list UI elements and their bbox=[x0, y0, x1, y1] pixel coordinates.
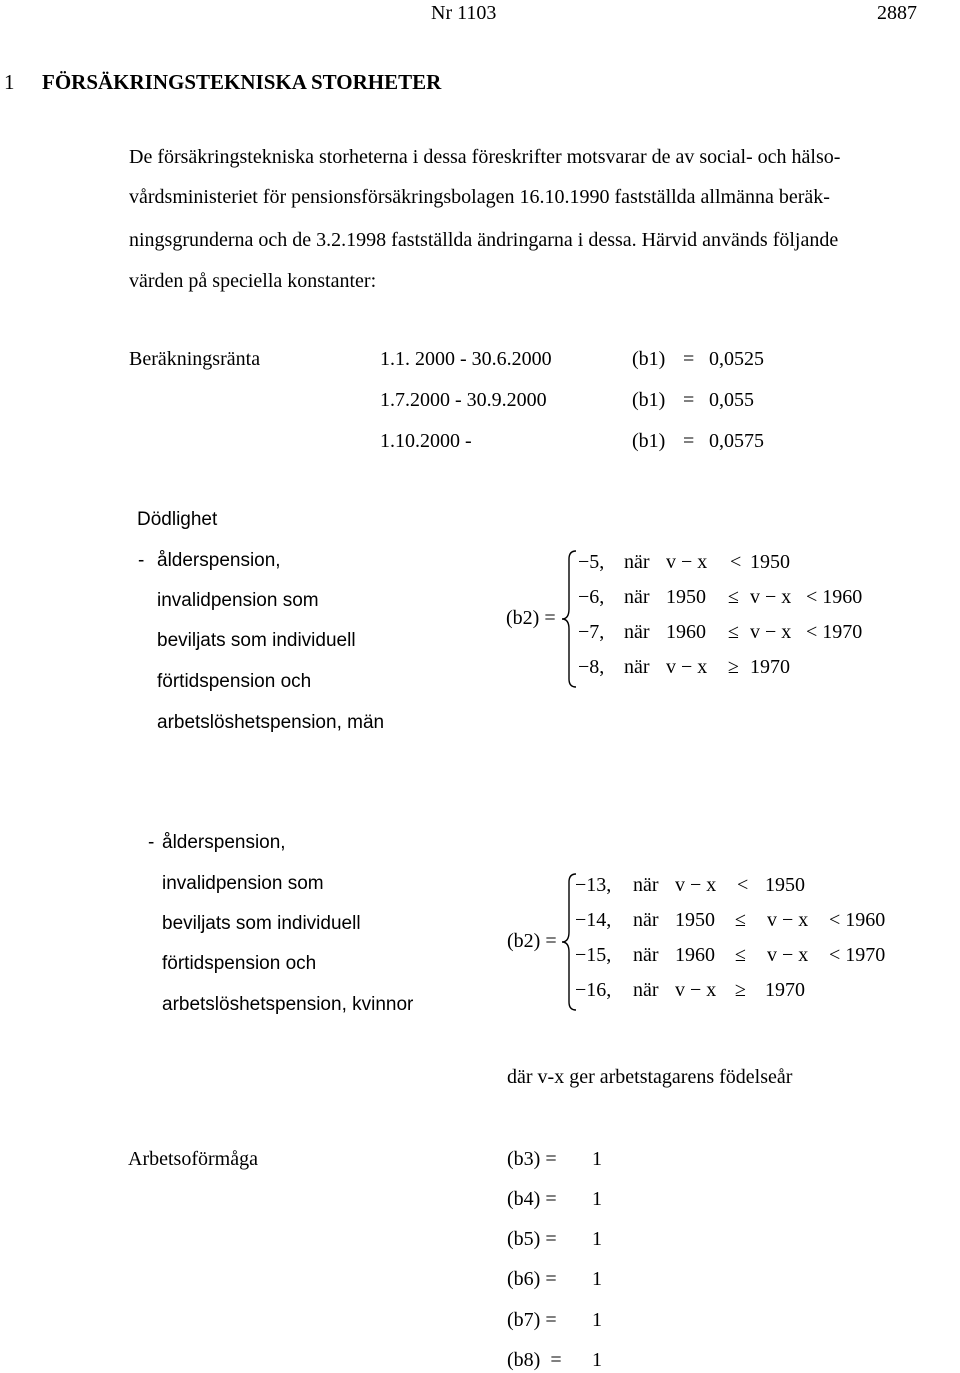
men-case-row: −6, när 1950 ≤ v − x < 1960 bbox=[578, 586, 863, 608]
interest-period: 1.1. 2000 - 30.6.2000 bbox=[380, 348, 552, 370]
work-capacity-symbol: (b8) = bbox=[507, 1349, 562, 1371]
interest-value: 0,055 bbox=[709, 389, 754, 411]
interest-value: 0,0575 bbox=[709, 430, 764, 452]
interest-period: 1.7.2000 - 30.9.2000 bbox=[380, 389, 547, 411]
intro-line-3: ningsgrunderna och de 3.2.1998 fastställda ändringarna i dessa. Härvid används följande bbox=[129, 229, 839, 251]
page-number: 2887 bbox=[877, 2, 917, 24]
work-capacity-symbol: (b5) = bbox=[507, 1228, 557, 1250]
women-case-row: −13, när v − x < 1950 bbox=[575, 874, 805, 896]
document-number: Nr 1103 bbox=[431, 2, 497, 24]
women-label-line: arbetslöshetspension, kvinnor bbox=[162, 994, 414, 1015]
men-label-line: beviljats som individuell bbox=[157, 630, 356, 651]
work-capacity-value: 1 bbox=[592, 1268, 602, 1290]
work-capacity-value: 1 bbox=[592, 1309, 602, 1331]
intro-line-4: värden på speciella konstanter: bbox=[129, 270, 377, 292]
mortality-heading: Dödlighet bbox=[137, 509, 218, 530]
women-label-line: beviljats som individuell bbox=[162, 913, 361, 934]
interest-eq: = bbox=[683, 430, 695, 452]
work-capacity-symbol: (b3) = bbox=[507, 1148, 557, 1170]
interest-symbol: (b1) bbox=[632, 430, 666, 452]
men-formula-lhs: (b2) = bbox=[506, 607, 556, 629]
work-capacity-value: 1 bbox=[592, 1228, 602, 1250]
women-case-row: −15, när 1960 ≤ v − x < 1970 bbox=[575, 944, 886, 966]
women-case-row: −16, när v − x ≥ 1970 bbox=[575, 979, 805, 1001]
work-capacity-symbol: (b4) = bbox=[507, 1188, 557, 1210]
men-case-row: −5, när v − x < 1950 bbox=[578, 551, 790, 573]
men-case-row: −8, när v − x ≥ 1970 bbox=[578, 656, 790, 678]
women-label-line: ålderspension, bbox=[162, 832, 286, 853]
men-label-line: förtidspension och bbox=[157, 671, 312, 692]
men-label-line: ålderspension, bbox=[157, 550, 281, 571]
men-dash: - bbox=[138, 550, 145, 571]
intro-line-2: vårdsministeriet för pensionsförsäkringsbolagen 16.10.1990 fastställda allmänna beräk- bbox=[129, 186, 830, 208]
interest-eq: = bbox=[683, 348, 695, 370]
men-label-line: invalidpension som bbox=[157, 590, 319, 611]
work-capacity-value: 1 bbox=[592, 1148, 602, 1170]
section-title: FÖRSÄKRINGSTEKNISKA STORHETER bbox=[42, 70, 442, 94]
interest-label: Beräkningsränta bbox=[129, 348, 261, 370]
women-dash: - bbox=[148, 832, 155, 853]
intro-line-1: De försäkringstekniska storheterna i dessa föreskrifter motsvarar de av social- och hälso- bbox=[129, 146, 841, 168]
women-formula-lhs: (b2) = bbox=[507, 930, 557, 952]
interest-eq: = bbox=[683, 389, 695, 411]
birth-year-note: där v-x ger arbetstagarens födelseår bbox=[507, 1066, 793, 1088]
women-label-line: invalidpension som bbox=[162, 873, 324, 894]
interest-symbol: (b1) bbox=[632, 348, 666, 370]
women-label-line: förtidspension och bbox=[162, 953, 317, 974]
interest-symbol: (b1) bbox=[632, 389, 666, 411]
work-capacity-symbol: (b7) = bbox=[507, 1309, 557, 1331]
work-capacity-value: 1 bbox=[592, 1188, 602, 1210]
interest-period: 1.10.2000 - bbox=[380, 430, 472, 452]
work-capacity-label: Arbetsoförmåga bbox=[128, 1148, 258, 1170]
men-case-row: −7, när 1960 ≤ v − x < 1970 bbox=[578, 621, 863, 643]
section-number: 1 bbox=[4, 70, 15, 94]
men-label-line: arbetslöshetspension, män bbox=[157, 712, 385, 733]
work-capacity-value: 1 bbox=[592, 1349, 602, 1371]
interest-value: 0,0525 bbox=[709, 348, 764, 370]
women-case-row: −14, när 1950 ≤ v − x < 1960 bbox=[575, 909, 886, 931]
work-capacity-symbol: (b6) = bbox=[507, 1268, 557, 1290]
